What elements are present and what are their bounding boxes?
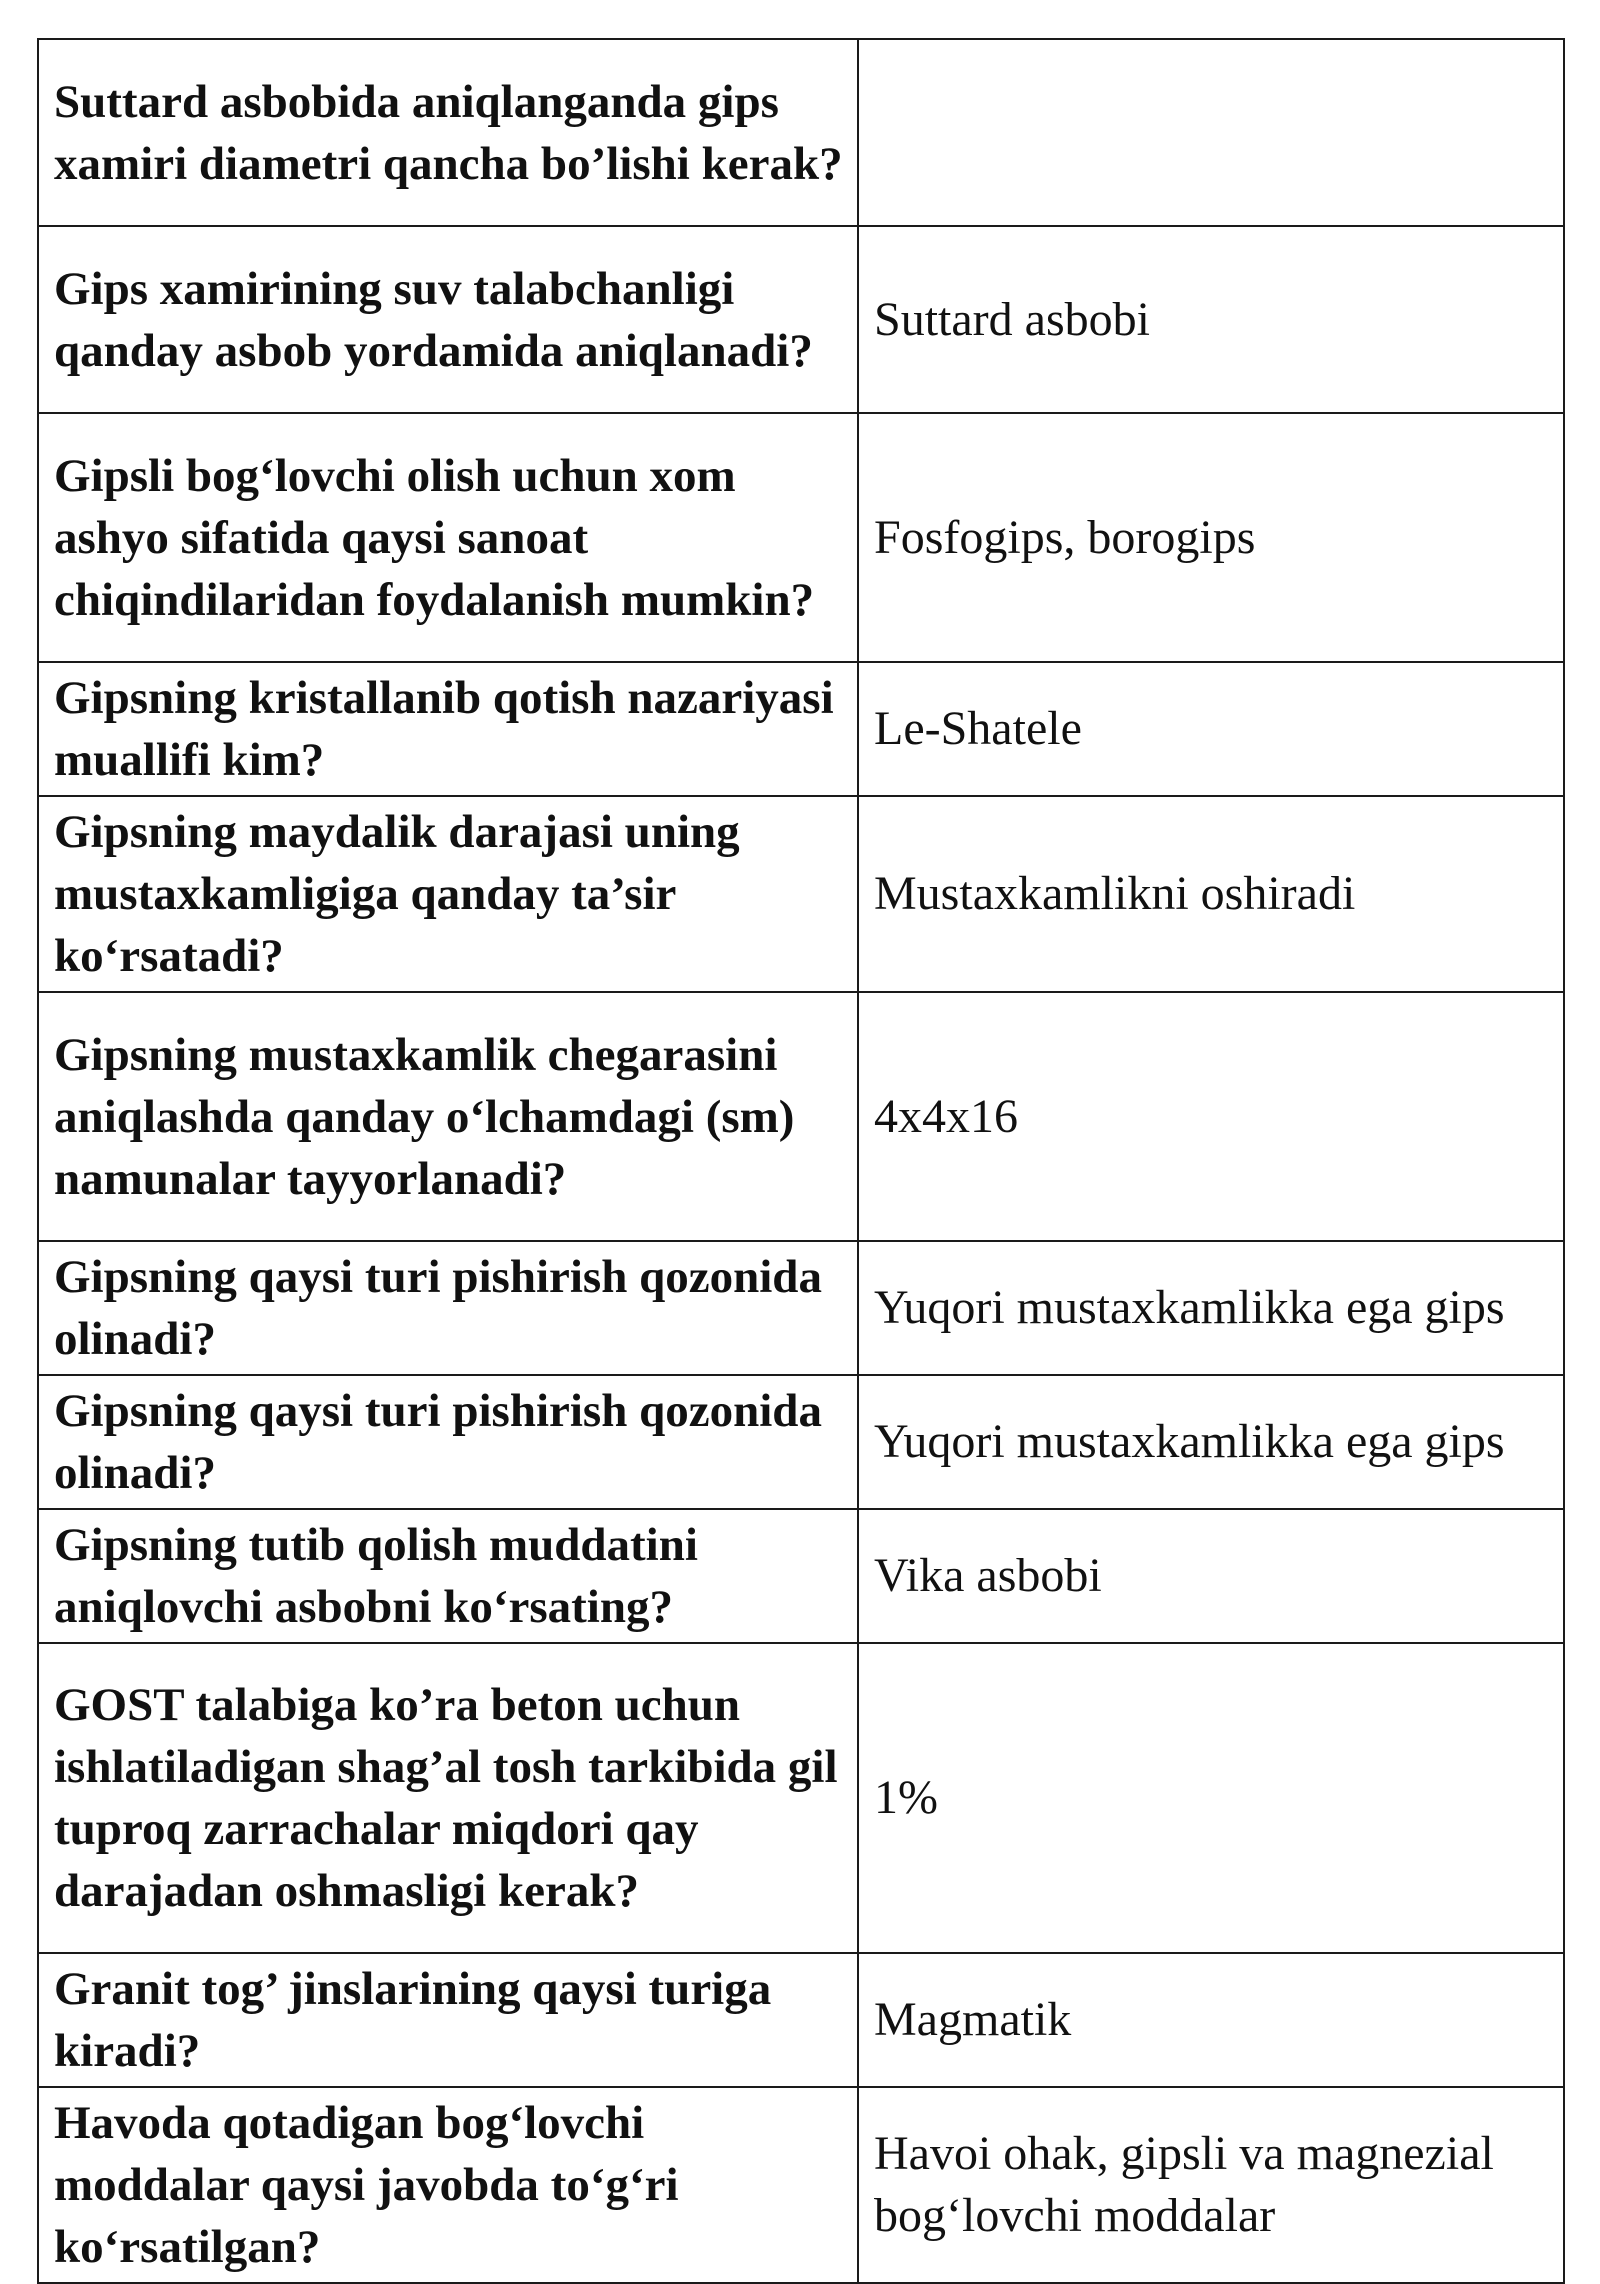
answer-cell: Magmatik [858,1953,1564,2087]
table-row [38,413,1564,662]
question-cell: Gipsning maydalik darajasi uning mustaxkamligiga qanday ta’sir ko‘rsatadi? [38,796,858,992]
qa-table [37,38,1565,2284]
table-row [38,39,1564,226]
question-cell: GOST talabiga ko’ra beton uchun ishlatiladigan shag’al tosh tarkibida gil tuproq zarrachalar miqdori qay darajadan oshmasligi kerak? [38,1643,858,1953]
question-cell: Havoda qotadigan bog‘lovchi moddalar qaysi javobda to‘g‘ri ko‘rsatilgan? [38,2087,858,2283]
question-cell: Gipsning qaysi turi pishirish qozonida olinadi? [38,1375,858,1509]
answer-cell: Fosfogips, borogips [858,413,1564,662]
question-cell: Gipsning kristallanib qotish nazariyasi muallifi kim? [38,662,858,796]
answer-cell: 4x4x16 [858,992,1564,1241]
answer-cell: Yuqori mustaxkamlikka ega gips [858,1375,1564,1509]
table-row [38,1375,1564,1509]
table-row [38,1509,1564,1643]
qa-table-body [38,39,1564,2283]
table-row [38,1953,1564,2087]
answer-cell: 1% [858,1643,1564,1953]
answer-cell: Yuqori mustaxkamlikka ega gips [858,1241,1564,1375]
question-cell: Suttard asbobida aniqlanganda gips xamiri diametri qancha bo’lishi kerak? [38,39,858,226]
table-row [38,662,1564,796]
answer-cell: Havoi ohak, gipsli va magnezial bog‘lovchi moddalar [858,2087,1564,2283]
answer-cell: Le-Shatele [858,662,1564,796]
table-row [38,796,1564,992]
table-row [38,226,1564,413]
answer-cell: Suttard asbobi [858,226,1564,413]
question-cell: Granit tog’ jinslarining qaysi turiga kiradi? [38,1953,858,2087]
question-cell: Gipsning tutib qolish muddatini aniqlovchi asbobni ko‘rsating? [38,1509,858,1643]
table-row [38,1241,1564,1375]
table-row [38,992,1564,1241]
question-cell: Gipsning mustaxkamlik chegarasini aniqlashda qanday o‘lchamdagi (sm) namunalar tayyorlanadi? [38,992,858,1241]
answer-cell: Mustaxkamlikni oshiradi [858,796,1564,992]
table-row [38,1643,1564,1953]
answer-cell [858,39,1564,226]
question-cell: Gipsli bog‘lovchi olish uchun xom ashyo sifatida qaysi sanoat chiqindilaridan foydalanish mumkin? [38,413,858,662]
question-cell: Gipsning qaysi turi pishirish qozonida olinadi? [38,1241,858,1375]
answer-cell: Vika asbobi [858,1509,1564,1643]
table-row [38,2087,1564,2283]
question-cell: Gips xamirining suv talabchanligi qanday asbob yordamida aniqlanadi? [38,226,858,413]
